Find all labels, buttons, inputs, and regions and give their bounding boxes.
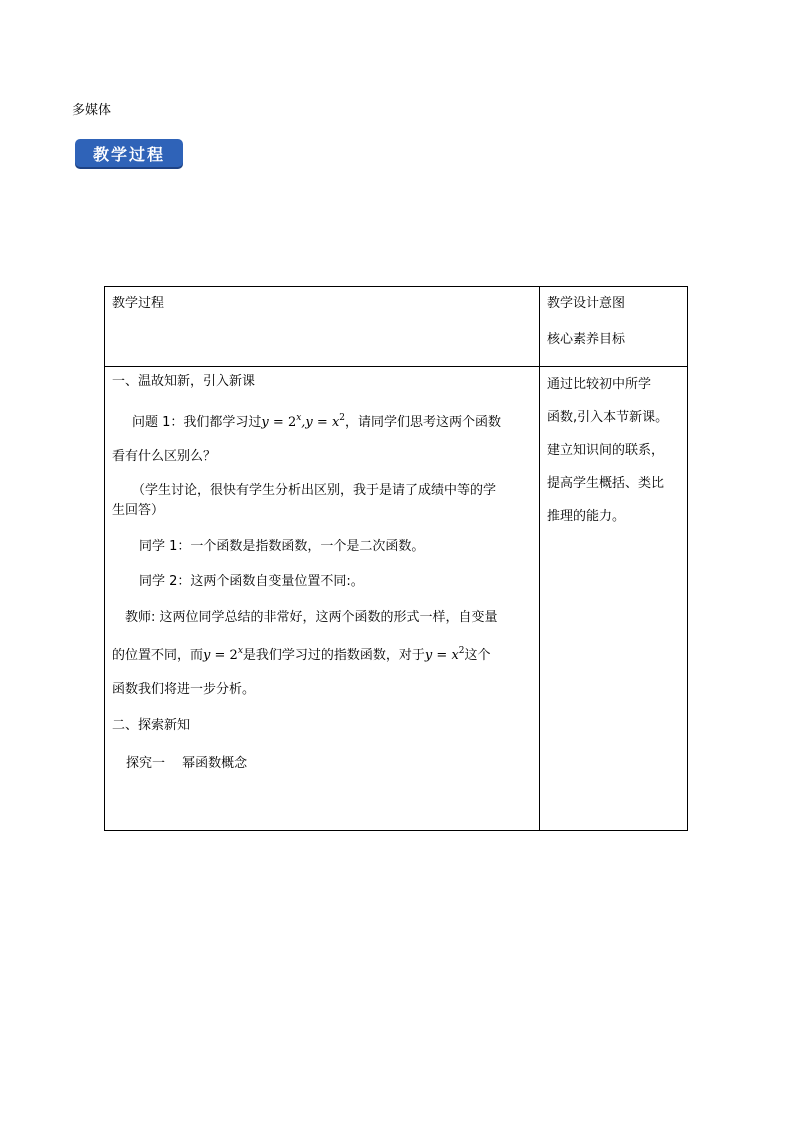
lesson-table bbox=[104, 286, 688, 831]
table-body-row bbox=[105, 367, 688, 831]
student-1-answer: 同学 1：一个函数是指数函数，一个是二次函数。 bbox=[139, 539, 425, 554]
discussion-line-1: （学生讨论，很快有学生分析出区别，我于是请了成绩中等的学 bbox=[132, 483, 497, 498]
header-cell-right bbox=[540, 287, 688, 367]
header-cell-left bbox=[105, 287, 540, 367]
section-2-heading: 二、探索新知 bbox=[112, 718, 191, 733]
teacher-line-3: 函数我们将进一步分析。 bbox=[112, 682, 256, 697]
design-intent-line-1: 通过比较初中所学 bbox=[547, 377, 652, 392]
design-intent-line-4: 提高学生概括、类比 bbox=[547, 476, 665, 491]
design-intent-line-2: 函数,引入本节新课。 bbox=[547, 410, 669, 425]
formula-square: $y = x^2$ bbox=[424, 646, 465, 663]
design-intent-line-5: 推理的能力。 bbox=[547, 509, 626, 524]
section-1-heading: 一、温故知新，引入新课 bbox=[112, 374, 256, 389]
teacher-line-2: 的位置不同，而y = 2$^x$是我们学习过的指数函数，对于$y = x^2$这个 bbox=[112, 646, 491, 663]
question-1-line-2: 看有什么区别么？ bbox=[112, 449, 217, 464]
discussion-line-2: 生回答） bbox=[112, 503, 165, 518]
header-right-text-1: 教学设计意图 bbox=[547, 296, 626, 311]
body-cell-left bbox=[105, 367, 540, 831]
question-1-line-1: 问题 1：我们都学习过$y = 2^x,y = x^2$，请同学们思考这两个函数 bbox=[132, 413, 502, 430]
student-2-answer: 同学 2：这两个函数自变量位置不同:。 bbox=[139, 574, 364, 589]
formula-exponential-and-square: $y = 2^x,y = x^2$ bbox=[261, 413, 346, 430]
table-header-row bbox=[105, 287, 688, 367]
body-cell-right bbox=[540, 367, 688, 831]
explore-1-title: 探究一 幂函数概念 bbox=[126, 756, 248, 771]
teacher-line-1: 教师: 这两位同学总结的非常好，这两个函数的形式一样，自变量 bbox=[125, 610, 498, 625]
section-banner bbox=[75, 139, 183, 167]
header-label: 多媒体 bbox=[72, 103, 112, 118]
design-intent-line-3: 建立知识间的联系， bbox=[547, 443, 665, 458]
section-banner-label: 教学过程 bbox=[92, 144, 165, 164]
header-left-text: 教学过程 bbox=[112, 296, 165, 311]
header-right-text-2: 核心素养目标 bbox=[547, 332, 626, 347]
formula-exponential: y = 2$^x$ bbox=[203, 646, 243, 663]
